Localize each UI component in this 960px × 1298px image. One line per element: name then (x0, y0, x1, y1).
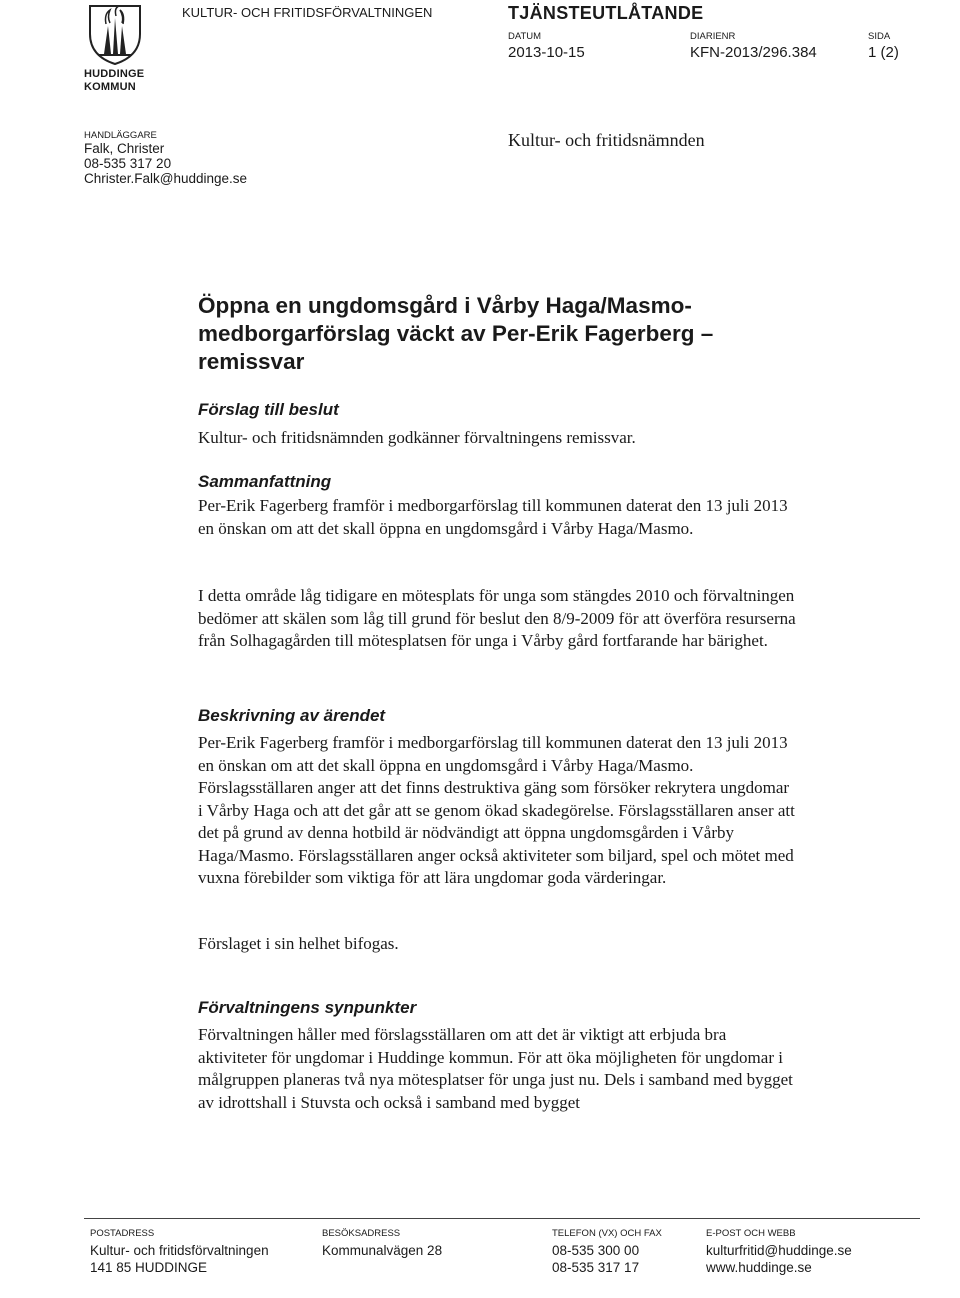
document-type: TJÄNSTEUTLÅTANDE (508, 3, 704, 23)
recipient: Kultur- och fritidsnämnden (508, 130, 705, 150)
heading-forvaltningens-synpunkter: Förvaltningens synpunkter (198, 998, 417, 1017)
synpunkter-paragraph-1: Förvaltningen håller med förslagsställaren om att det är viktigt att erbjuda bra aktiviteter för ungdomar i Huddinge kommun. För att öka möjligheten för ungdomar i målgruppen planeras två nya mötesplatser för unga just nu. Dels i samband med bygget av idrottshall i Stuvsta och också i samband med bygget (198, 1025, 793, 1112)
page-number: 1 (2) (868, 44, 899, 61)
diarienr-label: DIARIENR (690, 31, 736, 42)
footer-postal-address (90, 1227, 269, 1276)
huddinge-coat-of-arms-logo (84, 4, 146, 66)
footer-web-link[interactable]: www.huddinge.se (706, 1260, 812, 1275)
footer-postal-line-2: 141 85 HUDDINGE (90, 1260, 208, 1275)
document-title: Öppna en ungdomsgård i Vårby Haga/Masmo- medborgarförslag väckt av Per-Erik Fagerberg – remissvar (198, 293, 714, 374)
footer-phone (552, 1227, 662, 1276)
heading-forslag-till-beslut: Förslag till beslut (198, 400, 339, 419)
footer-visiting-line-1: Kommunalvägen 28 (322, 1243, 443, 1258)
date-value: 2013-10-15 (508, 44, 585, 61)
footer-postal-line-1: Kultur- och fritidsförvaltningen (90, 1243, 269, 1258)
municipality-name: HUDDINGE KOMMUN (84, 68, 145, 93)
sammanfattning-paragraph-1: Per-Erik Fagerberg framför i medborgarförslag till kommunen daterat den 13 juli 2013 en önskan om att det skall öppna en ungdomsgård i Vårby Haga/Masmo. (198, 496, 788, 538)
case-officer-phone: 08-535 317 20 (84, 156, 172, 171)
sammanfattning-paragraph-2: I detta område låg tidigare en mötesplats för unga som stängdes 2010 och förvaltningen bedömer att skälen som låg till grund för beslut den 8/9-2009 för att överföra resurserna från Solhagagården till mötesplatsen för unga i Vårby gård fortfarande har bärighet. (198, 586, 796, 650)
case-officer-label: HANDLÄGGARE (84, 130, 157, 141)
footer-visiting-label: BESÖKSADRESS (322, 1228, 401, 1239)
page-label: SIDA (868, 31, 891, 42)
heading-sammanfattning: Sammanfattning (198, 472, 332, 491)
footer-phone-line-2: 08-535 317 17 (552, 1260, 640, 1275)
footer-postal-label: POSTADRESS (90, 1228, 155, 1239)
footer-phone-label: TELEFON (VX) OCH FAX (552, 1228, 662, 1239)
footer-visiting-address (322, 1227, 442, 1259)
heading-beskrivning: Beskrivning av ärendet (198, 706, 386, 725)
date-label: DATUM (508, 31, 542, 42)
footer-email-link[interactable]: kulturfritid@huddinge.se (706, 1243, 852, 1258)
case-officer-block (84, 130, 247, 186)
case-officer-name: Falk, Christer (84, 141, 165, 156)
forslag-text: Kultur- och fritidsnämnden godkänner förvaltningens remissvar. (198, 428, 636, 447)
footer-email-label: E-POST OCH WEBB (706, 1228, 796, 1239)
beskrivning-paragraph-1: Per-Erik Fagerberg framför i medborgarförslag till kommunen daterat den 13 juli 2013 en önskan om att det skall öppna en ungdomsgård i Vårby Haga/Masmo. Förslagsställaren anger att det finns destruktiva gäng som försöker rekrytera ungdomar i Vårby Haga och att det går att se genom ökad skadegörelse. Förslagsställaren anser att det på grund av denna hotbild är nödvändigt att öppna ungdomsgården i Vårby Haga/Masmo. Förslagsställaren anger också aktiviteter som biljard, spel och mötet med vuxna förebilder som viktiga för att lära ungdomar goda värderingar. (198, 733, 795, 887)
footer-phone-line-1: 08-535 300 00 (552, 1243, 640, 1258)
department-name: KULTUR- OCH FRITIDSFÖRVALTNINGEN (182, 5, 433, 20)
beskrivning-paragraph-2: Förslaget i sin helhet bifogas. (198, 934, 399, 953)
diarienr-value: KFN-2013/296.384 (690, 44, 817, 61)
case-officer-email: Christer.Falk@huddinge.se (84, 171, 248, 186)
footer-email-web (706, 1227, 852, 1276)
footer-divider (84, 1218, 920, 1219)
